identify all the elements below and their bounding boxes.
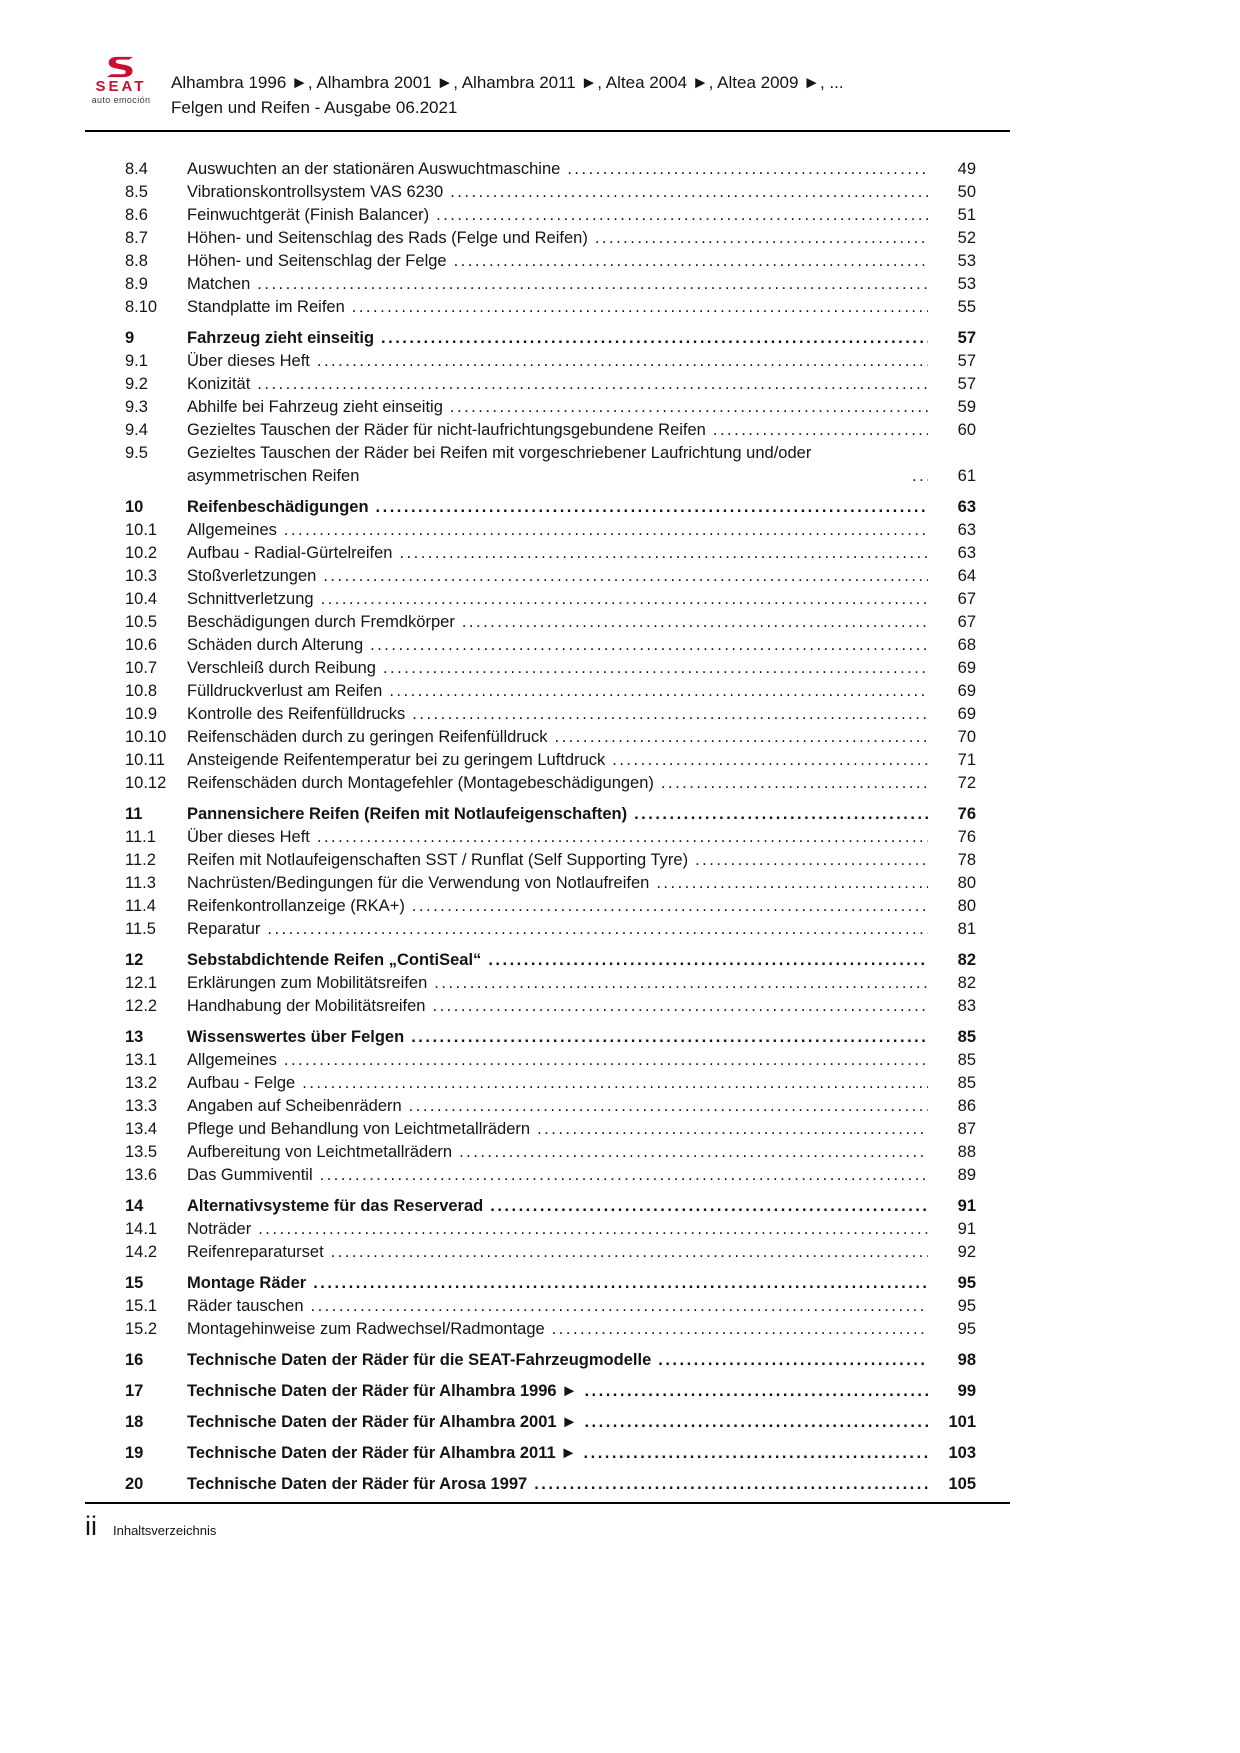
toc-entry-row	[125, 749, 976, 772]
toc-entry-number: 10.8	[125, 682, 158, 700]
toc-entry-number: 10.11	[125, 751, 166, 769]
toc-entry-number: 11.5	[125, 920, 156, 938]
toc-entry-title: Reifenschäden durch Montagefehler (Montagebeschädigungen)	[187, 774, 654, 792]
toc-entry-title: Über dieses Heft	[187, 828, 310, 846]
toc-entry-page: 86	[957, 1097, 976, 1115]
toc-entry-row	[125, 419, 976, 442]
toc-entry-number: 15.1	[125, 1297, 158, 1315]
toc-entry-title: Erklärungen zum Mobilitätsreifen	[187, 974, 428, 992]
toc-entry-title: Pflege und Behandlung von Leichtmetallrädern	[187, 1120, 531, 1138]
toc-entry-title: Technische Daten der Räder für Alhambra 2001 ►	[187, 1413, 578, 1431]
toc-dot-leader	[534, 1473, 928, 1496]
toc-chapter-row	[125, 1473, 976, 1496]
toc-entry-number: 20	[125, 1475, 144, 1493]
toc-entry-title: Allgemeines	[187, 521, 277, 539]
toc-entry-number: 10.1	[125, 521, 158, 539]
toc-entry-number: 10.4	[125, 590, 158, 608]
toc-entry-page: 53	[957, 252, 976, 270]
toc-dot-leader	[488, 949, 928, 972]
toc-entry-number: 14	[125, 1197, 144, 1215]
toc-entry-title: Angaben auf Scheibenrädern	[187, 1097, 402, 1115]
toc-entry-title: Das Gummiventil	[187, 1166, 313, 1184]
toc-entry-row	[125, 519, 976, 542]
toc-entry-page: 98	[957, 1351, 976, 1369]
toc-dot-leader	[284, 1049, 928, 1072]
toc-dot-leader	[409, 1095, 928, 1118]
toc-dot-leader	[331, 1241, 928, 1264]
toc-entry-page: 51	[957, 206, 976, 224]
toc-entry-row	[125, 849, 976, 872]
toc-entry-page: 67	[957, 590, 976, 608]
toc-entry-number: 11.2	[125, 851, 156, 869]
page-footer	[85, 1502, 1010, 1540]
toc-entry-number: 14.1	[125, 1220, 158, 1238]
toc-entry-row	[125, 657, 976, 680]
toc-entry-row	[125, 872, 976, 895]
toc-entry-number: 13	[125, 1028, 144, 1046]
toc-entry-page: 95	[957, 1274, 976, 1292]
toc-dot-leader	[490, 1195, 928, 1218]
toc-entry-page: 53	[957, 275, 976, 293]
toc-entry-row	[125, 565, 976, 588]
toc-entry-number: 10.10	[125, 728, 167, 746]
toc-entry-row	[125, 204, 976, 227]
header-text	[171, 56, 844, 120]
toc-dot-leader	[284, 519, 928, 542]
toc-entry-page: 57	[957, 375, 976, 393]
toc-entry-title: Schnittverletzung	[187, 590, 314, 608]
toc-entry-title: Noträder	[187, 1220, 252, 1238]
toc-entry-number: 13.4	[125, 1120, 158, 1138]
toc-entry-page: 85	[957, 1051, 976, 1069]
toc-entry-number: 8.5	[125, 183, 148, 201]
toc-entry-page: 49	[957, 160, 976, 178]
toc-entry-page: 76	[957, 828, 976, 846]
toc-entry-row	[125, 703, 976, 726]
toc-chapter-row	[125, 1026, 976, 1049]
toc-dot-leader	[912, 465, 928, 488]
toc-entry-title: Reparatur	[187, 920, 261, 938]
toc-entry-title: Abhilfe bei Fahrzeug zieht einseitig	[187, 398, 443, 416]
toc-entry-number: 10.6	[125, 636, 158, 654]
toc-dot-leader	[454, 250, 928, 273]
toc-entry-row	[125, 772, 976, 795]
toc-dot-leader	[313, 1272, 928, 1295]
toc-entry-title: Pannensichere Reifen (Reifen mit Notlaufeigenschaften)	[187, 805, 628, 823]
toc-dot-leader	[381, 327, 928, 350]
toc-dot-leader	[658, 1349, 928, 1372]
toc-dot-leader	[317, 826, 928, 849]
toc-entry-page: 82	[957, 951, 976, 969]
toc-entry-row	[125, 995, 976, 1018]
toc-entry-title: Aufbau - Felge	[187, 1074, 296, 1092]
toc-entry-title: Schäden durch Alterung	[187, 636, 364, 654]
header-model-list: Alhambra 1996 ►, Alhambra 2001 ►, Alhambra 2011 ►, Altea 2004 ►, Altea 2009 ►, ...	[171, 73, 844, 92]
toc-entry-page: 105	[948, 1475, 976, 1493]
toc-dot-leader	[433, 995, 929, 1018]
toc-entry-number: 9	[125, 329, 135, 347]
toc-entry-page: 67	[957, 613, 976, 631]
toc-entry-number: 9.5	[125, 444, 148, 462]
toc-entry-title: Montage Räder	[187, 1274, 307, 1292]
toc-dot-leader	[323, 565, 928, 588]
toc-entry-number: 13.2	[125, 1074, 158, 1092]
toc-dot-leader	[436, 204, 928, 227]
toc-entry-page: 80	[957, 897, 976, 915]
toc-dot-leader	[311, 1295, 929, 1318]
seat-logo	[85, 56, 157, 105]
toc-entry-number: 12.2	[125, 997, 158, 1015]
toc-dot-leader	[713, 419, 928, 442]
toc-entry-number: 15.2	[125, 1320, 158, 1338]
toc-entry-row	[125, 1241, 976, 1264]
toc-entry-number: 10.5	[125, 613, 158, 631]
toc-entry-row	[125, 1141, 976, 1164]
toc-entry-number: 8.10	[125, 298, 158, 316]
toc-entry-title: Technische Daten der Räder für Arosa 1997	[187, 1475, 528, 1493]
toc-entry-page: 69	[957, 705, 976, 723]
toc-entry-number: 10.9	[125, 705, 158, 723]
toc-entry-title: Standplatte im Reifen	[187, 298, 345, 316]
toc-entry-number: 16	[125, 1351, 144, 1369]
toc-entry-row	[125, 611, 976, 634]
toc-entry-title: Über dieses Heft	[187, 352, 310, 370]
toc-dot-leader	[595, 227, 928, 250]
toc-entry-row	[125, 895, 976, 918]
toc-entry-page: 103	[948, 1444, 976, 1462]
toc-dot-leader	[352, 296, 928, 319]
toc-entry-page: 95	[957, 1320, 976, 1338]
toc-entry-title: Fülldruckverlust am Reifen	[187, 682, 383, 700]
toc-entry-title: Kontrolle des Reifenfülldrucks	[187, 705, 406, 723]
toc-entry-number: 8.8	[125, 252, 148, 270]
toc-entry-title: Vibrationskontrollsystem VAS 6230	[187, 183, 444, 201]
footer-section-label: Inhaltsverzeichnis	[113, 1523, 217, 1538]
toc-entry-number: 13.5	[125, 1143, 158, 1161]
toc-entry-row	[125, 1164, 976, 1187]
toc-entry-page: 85	[957, 1028, 976, 1046]
toc-entry-number: 8.4	[125, 160, 148, 178]
toc-entry-page: 92	[957, 1243, 976, 1261]
toc-entry-page: 89	[957, 1166, 976, 1184]
toc-entry-row	[125, 634, 976, 657]
toc-entry-page: 69	[957, 659, 976, 677]
toc-entry-page: 61	[957, 467, 976, 485]
toc-entry-page: 50	[957, 183, 976, 201]
toc-entry-page: 81	[957, 920, 976, 938]
toc-entry-page: 91	[957, 1220, 976, 1238]
toc-dot-leader	[389, 680, 928, 703]
toc-entry-page: 57	[957, 329, 976, 347]
toc-entry-title: Reifen mit Notlaufeigenschaften SST / Runflat (Self Supporting Tyre)	[187, 851, 689, 869]
toc-entry-row	[125, 227, 976, 250]
toc-dot-leader	[302, 1072, 928, 1095]
toc-entry-page: 88	[957, 1143, 976, 1161]
toc-dot-leader	[584, 1411, 928, 1434]
toc-entry-row	[125, 542, 976, 565]
toc-entry-page: 91	[957, 1197, 976, 1215]
toc-chapter-row	[125, 1380, 976, 1403]
toc-entry-page: 70	[957, 728, 976, 746]
toc-entry-row	[125, 1218, 976, 1241]
toc-entry-page: 71	[957, 751, 976, 769]
toc-dot-leader	[412, 895, 928, 918]
toc-dot-leader	[584, 1442, 928, 1465]
toc-entry-row	[125, 273, 976, 296]
toc-entry-page: 63	[957, 498, 976, 516]
footer-page-number: ii	[85, 1511, 97, 1541]
toc-entry-title: Technische Daten der Räder für die SEAT-Fahrzeugmodelle	[187, 1351, 652, 1369]
toc-dot-leader	[257, 273, 928, 296]
toc-entry-page: 78	[957, 851, 976, 869]
toc-chapter-row	[125, 1272, 976, 1295]
toc-entry-page: 82	[957, 974, 976, 992]
toc-entry-number: 19	[125, 1444, 144, 1462]
toc-entry-title: Aufbau - Radial-Gürtelreifen	[187, 544, 393, 562]
toc-dot-leader	[450, 396, 928, 419]
toc-dot-leader	[434, 972, 928, 995]
toc-dot-leader	[554, 726, 928, 749]
toc-entry-number: 15	[125, 1274, 144, 1292]
toc-entry-row	[125, 1095, 976, 1118]
toc-entry-number: 10.7	[125, 659, 158, 677]
toc-entry-row	[125, 296, 976, 319]
toc-dot-leader	[411, 1026, 928, 1049]
toc-entry-row	[125, 972, 976, 995]
toc-dot-leader	[695, 849, 928, 872]
toc-entry-row	[125, 680, 976, 703]
toc-dot-leader	[459, 1141, 928, 1164]
toc-entry-row	[125, 1295, 976, 1318]
toc-dot-leader	[567, 158, 928, 181]
toc-entry-row	[125, 826, 976, 849]
toc-entry-row	[125, 373, 976, 396]
toc-entry-page: 64	[957, 567, 976, 585]
toc-dot-leader	[399, 542, 928, 565]
toc-entry-page: 101	[948, 1413, 976, 1431]
toc-entry-row	[125, 1072, 976, 1095]
toc-list	[125, 158, 1010, 1496]
toc-entry-title: Feinwuchtgerät (Finish Balancer)	[187, 206, 430, 224]
toc-entry-number: 10.2	[125, 544, 158, 562]
toc-entry-title: Reifenbeschädigungen	[187, 498, 369, 516]
toc-entry-page: 63	[957, 544, 976, 562]
toc-entry-page: 72	[957, 774, 976, 792]
toc-entry-title: Stoßverletzungen	[187, 567, 317, 585]
toc-entry-row	[125, 250, 976, 273]
toc-chapter-row	[125, 803, 976, 826]
toc-dot-leader	[321, 588, 928, 611]
page-header	[85, 56, 1010, 132]
toc-chapter-row	[125, 1349, 976, 1372]
toc-entry-title: Sebstabdichtende Reifen „ContiSeal“	[187, 951, 482, 969]
toc-entry-page: 83	[957, 997, 976, 1015]
toc-entry-title: Wissenswertes über Felgen	[187, 1028, 405, 1046]
toc-dot-leader	[320, 1164, 928, 1187]
toc-entry-page: 95	[957, 1297, 976, 1315]
seat-tagline: auto emoción	[91, 95, 151, 105]
toc-entry-page: 76	[957, 805, 976, 823]
toc-entry-title: Reifenreparaturset	[187, 1243, 324, 1261]
toc-entry-number: 9.2	[125, 375, 148, 393]
toc-entry-row	[125, 726, 976, 749]
toc-entry-title: Auswuchten an der stationären Auswuchtmaschine	[187, 160, 561, 178]
toc-entry-number: 12.1	[125, 974, 158, 992]
toc-chapter-row	[125, 1195, 976, 1218]
toc-dot-leader	[370, 634, 928, 657]
toc-dot-leader	[376, 496, 928, 519]
toc-entry-number: 11.1	[125, 828, 156, 846]
toc-dot-leader	[584, 1380, 928, 1403]
toc-entry-title: Reifenschäden durch zu geringen Reifenfülldruck	[187, 728, 548, 746]
toc-entry-page: 57	[957, 352, 976, 370]
toc-entry-number: 8.9	[125, 275, 148, 293]
toc-entry-number: 17	[125, 1382, 144, 1400]
toc-entry-title: Allgemeines	[187, 1051, 277, 1069]
toc-entry-page: 99	[957, 1382, 976, 1400]
toc-entry-title: Handhabung der Mobilitätsreifen	[187, 997, 426, 1015]
toc-entry-number: 8.6	[125, 206, 148, 224]
toc-entry-number: 8.7	[125, 229, 148, 247]
toc-entry-number: 11	[125, 805, 143, 823]
toc-dot-leader	[661, 772, 928, 795]
toc-entry-number: 9.1	[125, 352, 148, 370]
seat-s-emblem-icon	[104, 56, 138, 78]
toc-chapter-row	[125, 1442, 976, 1465]
toc-entry-title: Matchen	[187, 275, 251, 293]
toc-entry-number: 11.4	[125, 897, 156, 915]
toc-entry-page: 80	[957, 874, 976, 892]
toc-entry-title: Montagehinweise zum Radwechsel/Radmontage	[187, 1320, 545, 1338]
toc-dot-leader	[317, 350, 928, 373]
toc-entry-page: 68	[957, 636, 976, 654]
toc-entry-title: Gezieltes Tauschen der Räder für nicht-laufrichtungsgebundene Reifen	[187, 421, 706, 439]
toc-dot-leader	[267, 918, 928, 941]
toc-dot-leader	[462, 611, 928, 634]
toc-dot-leader	[552, 1318, 928, 1341]
toc-chapter-row	[125, 327, 976, 350]
toc-entry-title: Alternativsysteme für das Reserverad	[187, 1197, 484, 1215]
toc-entry-row	[125, 396, 976, 419]
toc-entry-row	[125, 588, 976, 611]
toc-entry-title: Aufbereitung von Leichtmetallrädern	[187, 1143, 453, 1161]
toc-entry-page: 60	[957, 421, 976, 439]
toc-entry-title: Verschleiß durch Reibung	[187, 659, 376, 677]
toc-dot-leader	[383, 657, 928, 680]
toc-dot-leader	[612, 749, 928, 772]
toc-entry-number: 12	[125, 951, 144, 969]
toc-entry-row	[125, 1118, 976, 1141]
toc-entry-title: Konizität	[187, 375, 251, 393]
toc-entry-row	[125, 350, 976, 373]
toc-chapter-row	[125, 1411, 976, 1434]
toc-entry-number: 13.3	[125, 1097, 158, 1115]
seat-wordmark: SEAT	[95, 78, 147, 95]
toc-entry-page: 85	[957, 1074, 976, 1092]
toc-dot-leader	[656, 872, 928, 895]
toc-entry-page: 55	[957, 298, 976, 316]
toc-entry-row	[125, 181, 976, 204]
toc-dot-leader	[537, 1118, 928, 1141]
toc-entry-number: 10.3	[125, 567, 158, 585]
toc-dot-leader	[257, 373, 928, 396]
toc-entry-title: Räder tauschen	[187, 1297, 304, 1315]
toc-entry-number: 9.3	[125, 398, 148, 416]
toc-entry-number: 14.2	[125, 1243, 158, 1261]
toc-entry-title: Höhen- und Seitenschlag der Felge	[187, 252, 447, 270]
toc-entry-number: 11.3	[125, 874, 156, 892]
toc-dot-leader	[450, 181, 928, 204]
toc-entry-title: Reifenkontrollanzeige (RKA+)	[187, 897, 405, 915]
toc-entry-number: 10	[125, 498, 144, 516]
toc-entry-row	[125, 1318, 976, 1341]
toc-entry-page: 87	[957, 1120, 976, 1138]
toc-entry-number: 13.1	[125, 1051, 158, 1069]
toc-entry-title: Höhen- und Seitenschlag des Rads (Felge und Reifen)	[187, 229, 588, 247]
toc-entry-page: 69	[957, 682, 976, 700]
toc-entry-title: Ansteigende Reifentemperatur bei zu geringem Luftdruck	[187, 751, 606, 769]
toc-entry-title: Fahrzeug zieht einseitig	[187, 329, 375, 347]
header-document-title: Felgen und Reifen - Ausgabe 06.2021	[171, 98, 458, 117]
toc-entry-title: Technische Daten der Räder für Alhambra 2011 ►	[187, 1444, 577, 1462]
toc-entry-page: 59	[957, 398, 976, 416]
toc-entry-title: Nachrüsten/Bedingungen für die Verwendung von Notlaufreifen	[187, 874, 650, 892]
toc-entry-number: 13.6	[125, 1166, 158, 1184]
toc-entry-title: Gezieltes Tauschen der Räder bei Reifen mit vorgeschriebener Laufrichtung und/oder asymmetrischen Reifen	[187, 444, 812, 485]
toc-entry-number: 10.12	[125, 774, 167, 792]
toc-entry-title: Beschädigungen durch Fremdkörper	[187, 613, 455, 631]
toc-entry-number: 9.4	[125, 421, 148, 439]
toc-entry-row	[125, 918, 976, 941]
toc-entry-row	[125, 1049, 976, 1072]
toc-entry-row	[125, 158, 976, 181]
toc-dot-leader	[634, 803, 928, 826]
toc-entry-page: 52	[957, 229, 976, 247]
toc-dot-leader	[412, 703, 928, 726]
toc-entry-row	[125, 442, 976, 488]
toc-entry-page: 63	[957, 521, 976, 539]
toc-entry-title: Technische Daten der Räder für Alhambra 1996 ►	[187, 1382, 578, 1400]
toc-dot-leader	[258, 1218, 928, 1241]
toc-chapter-row	[125, 496, 976, 519]
toc-chapter-row	[125, 949, 976, 972]
toc-entry-number: 18	[125, 1413, 144, 1431]
